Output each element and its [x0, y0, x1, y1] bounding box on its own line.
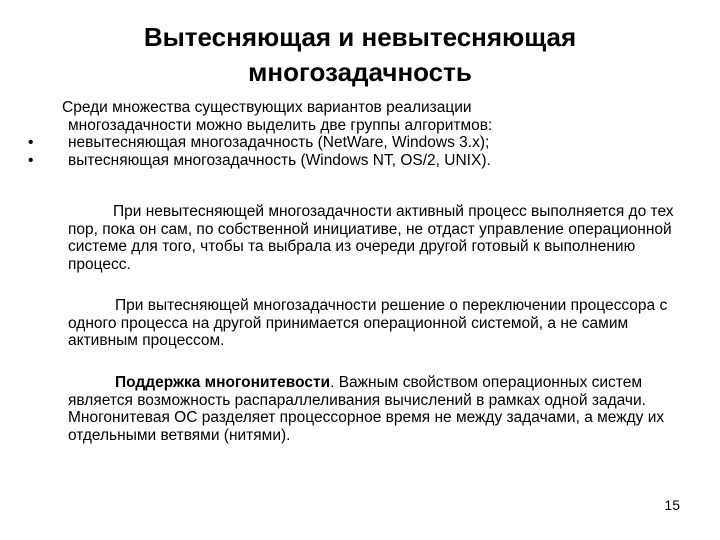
preemptive-paragraph: При вытесняющей многозадачности решение о переключении процессора с одного процесса на другой принимается операционной системой, а не самим активным процессом.	[68, 297, 668, 349]
bullet-icon: •	[28, 151, 34, 169]
list-item	[28, 152, 678, 170]
nonpreemptive-paragraph: При невытесняющей многозадачности активный процесс выполняется до тех пор, пока он сам, по собственной инициативе, не отдаст управление операционной системе для того, чтобы та выбрала из очереди другой готовый к выполнению процесс.	[68, 203, 674, 273]
algorithm-list	[28, 134, 678, 169]
multithreading-text: . Важным свойством операционных систем является возможность распараллеливания вычислений в рамках одной задачи. Многонитевая ОС разделяет процессорное время не между задачами, а между их отдельными ветвями (нитями).	[68, 374, 665, 444]
intro-line-2: многозадачности можно выделить две группы алгоритмов:	[68, 116, 493, 134]
list-item-text: невытесняющая многозадачность (NetWare, Windows 3.x);	[68, 134, 490, 151]
intro-paragraph	[62, 99, 678, 134]
title-line-1: Вытесняющая и невытесняющая	[143, 22, 577, 52]
intro-line-1: Среди множества существующих вариантов реализации	[62, 99, 472, 116]
slide-title	[95, 20, 625, 90]
multithreading-paragraph	[68, 374, 678, 444]
multithreading-heading: Поддержка многонитевости	[115, 374, 331, 391]
title-line-2: многозадачность	[248, 57, 472, 87]
page-number: 15	[664, 497, 680, 513]
list-item-text: вытесняющая многозадачность (Windows NT, OS/2, UNIX).	[68, 151, 491, 169]
list-item	[28, 134, 678, 152]
bullet-icon: •	[28, 134, 34, 151]
